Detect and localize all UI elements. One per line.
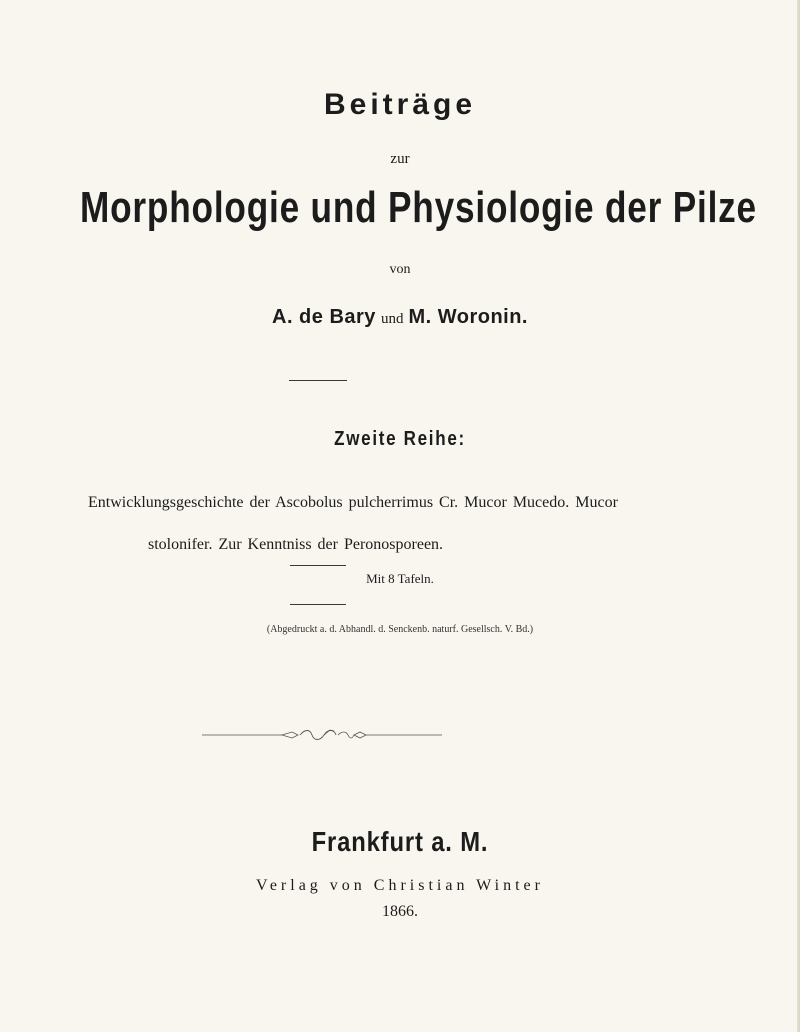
author-de-bary: A. de Bary xyxy=(272,306,376,328)
authors-conjunction: und xyxy=(380,311,404,327)
contents-line-2: stolonifer. Zur Kenntniss der Peronosporeen. xyxy=(148,536,444,553)
imprint-city: Frankfurt a. M. xyxy=(311,826,489,857)
ornament-divider xyxy=(202,725,442,745)
contents-line-1: Entwicklungsgeschichte der Ascobolus pulcherrimus Cr. Mucor Mucedo. Mucor xyxy=(88,494,618,511)
authors-line xyxy=(0,306,800,329)
series-heading: Zweite Reihe: xyxy=(334,428,466,450)
reprint-note: (Abgedruckt a. d. Abhandl. d. Senckenb. naturf. Gesellsch. V. Bd.) xyxy=(266,624,534,635)
title-heading: Beiträge xyxy=(323,88,477,121)
divider-rule xyxy=(289,380,347,381)
contents-text xyxy=(88,482,716,566)
title-subject: Morphologie und Physiologie der Pilze xyxy=(80,183,757,232)
author-woronin: M. Woronin. xyxy=(408,306,528,328)
divider-rule xyxy=(290,565,346,566)
plates-note: Mit 8 Tafeln. xyxy=(366,571,434,586)
title-von: von xyxy=(389,262,411,277)
divider-rule xyxy=(290,604,346,605)
imprint-publisher: Verlag von Christian Winter xyxy=(256,877,544,894)
imprint-year: 1866. xyxy=(382,903,418,920)
title-preposition: zur xyxy=(390,151,410,167)
